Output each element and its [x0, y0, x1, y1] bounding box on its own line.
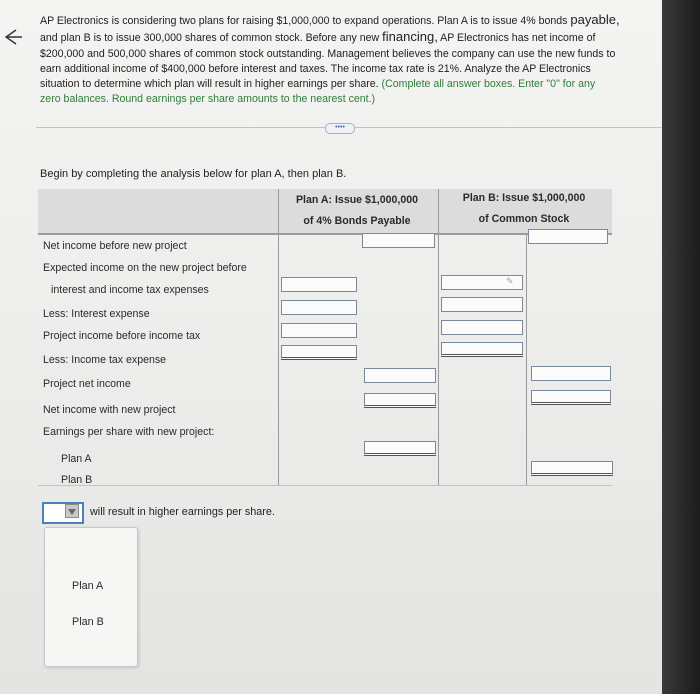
- row-eps-plan-a: Plan A: [61, 453, 92, 465]
- column-divider: [278, 189, 279, 485]
- row-eps-with-new: Earnings per share with new project:: [43, 426, 215, 438]
- problem-statement: [40, 12, 658, 108]
- dropdown-option-plan-a[interactable]: Plan A: [72, 580, 104, 592]
- problem-line3: $200,000 and 500,000 shares of common stock outstanding. Management believes the company can use the new funds to: [40, 47, 616, 60]
- show-more-button[interactable]: ••••: [325, 123, 355, 134]
- pencil-icon: ✎: [506, 276, 514, 286]
- column-divider: [526, 233, 527, 485]
- row-expected-income-line2: interest and income tax expenses: [51, 284, 209, 296]
- row-less-interest: Less: Interest expense: [43, 308, 150, 320]
- problem-line2b: AP Electronics has net income of: [440, 32, 596, 45]
- problem-line2a: and plan B is to issue 300,000 shares of common stock. Before any new: [40, 32, 380, 45]
- chevron-down-icon[interactable]: [65, 504, 79, 518]
- row-eps-plan-b: Plan B: [61, 474, 93, 486]
- row-project-income-before-tax: Project income before income tax: [43, 330, 201, 342]
- plan-a-expected-income-input[interactable]: [281, 277, 357, 292]
- plan-a-income-before-tax-input[interactable]: [281, 323, 357, 338]
- problem-line4: earn additional income of $400,000 before interest and taxes. The income tax rate is 21%. Analyze the AP Electronics: [40, 62, 591, 75]
- select-trailing-text: will result in higher earnings per share.: [90, 506, 275, 518]
- problem-line2-big: financing,: [382, 29, 438, 45]
- back-arrow-icon[interactable]: [2, 26, 24, 48]
- problem-line5a: situation to determine which plan will result in higher earnings per share.: [40, 78, 379, 91]
- plan-a-interest-expense-input[interactable]: [281, 300, 357, 315]
- screen-bezel: [662, 0, 700, 694]
- plan-a-net-income-with-new-input[interactable]: [364, 393, 436, 408]
- plan-dropdown-menu: [44, 527, 138, 667]
- plan-b-header-line2: of Common Stock: [478, 213, 570, 225]
- row-less-income-tax: Less: Income tax expense: [43, 354, 167, 366]
- problem-line1: AP Electronics is considering two plans for raising $1,000,000 to expand operations. Plan A is to issue 4% bonds: [40, 15, 568, 27]
- table-bottom-line: [38, 485, 612, 486]
- plan-b-project-net-income-input[interactable]: [531, 366, 611, 381]
- plan-b-eps-input[interactable]: [531, 461, 613, 476]
- problem-line5-green: (Complete all answer boxes. Enter "0" for any: [381, 78, 596, 91]
- instruction-text: Begin by completing the analysis below for plan A, then plan B.: [40, 168, 347, 180]
- plan-a-header-line1: Plan A: Issue $1,000,000: [295, 194, 419, 206]
- row-project-net-income: Project net income: [43, 378, 131, 390]
- plan-a-net-income-before-input[interactable]: [362, 233, 435, 248]
- column-divider: [438, 189, 439, 485]
- plan-b-income-before-tax-input[interactable]: [441, 320, 523, 335]
- problem-line1-big: payable,: [570, 12, 620, 27]
- dropdown-option-plan-b[interactable]: Plan B: [72, 616, 104, 628]
- row-net-income-before: Net income before new project: [43, 240, 187, 252]
- plan-a-income-tax-input[interactable]: [281, 345, 357, 360]
- plan-b-header-line1: Plan B: Issue $1,000,000: [462, 192, 586, 204]
- problem-line6-green: zero balances. Round earnings per share amounts to the nearest cent.): [40, 93, 376, 106]
- plan-b-net-income-with-new-input[interactable]: [531, 390, 611, 405]
- plan-b-income-tax-input[interactable]: [441, 342, 523, 357]
- plan-a-eps-input[interactable]: [364, 441, 436, 456]
- plan-b-net-income-before-input[interactable]: [528, 229, 608, 244]
- plan-a-project-net-income-input[interactable]: [364, 368, 436, 383]
- plan-b-interest-expense-input[interactable]: [441, 297, 523, 312]
- plan-a-header-line2: of 4% Bonds Payable: [303, 215, 411, 227]
- row-net-income-with-new: Net income with new project: [43, 404, 176, 416]
- row-expected-income-line1: Expected income on the new project before: [43, 262, 247, 274]
